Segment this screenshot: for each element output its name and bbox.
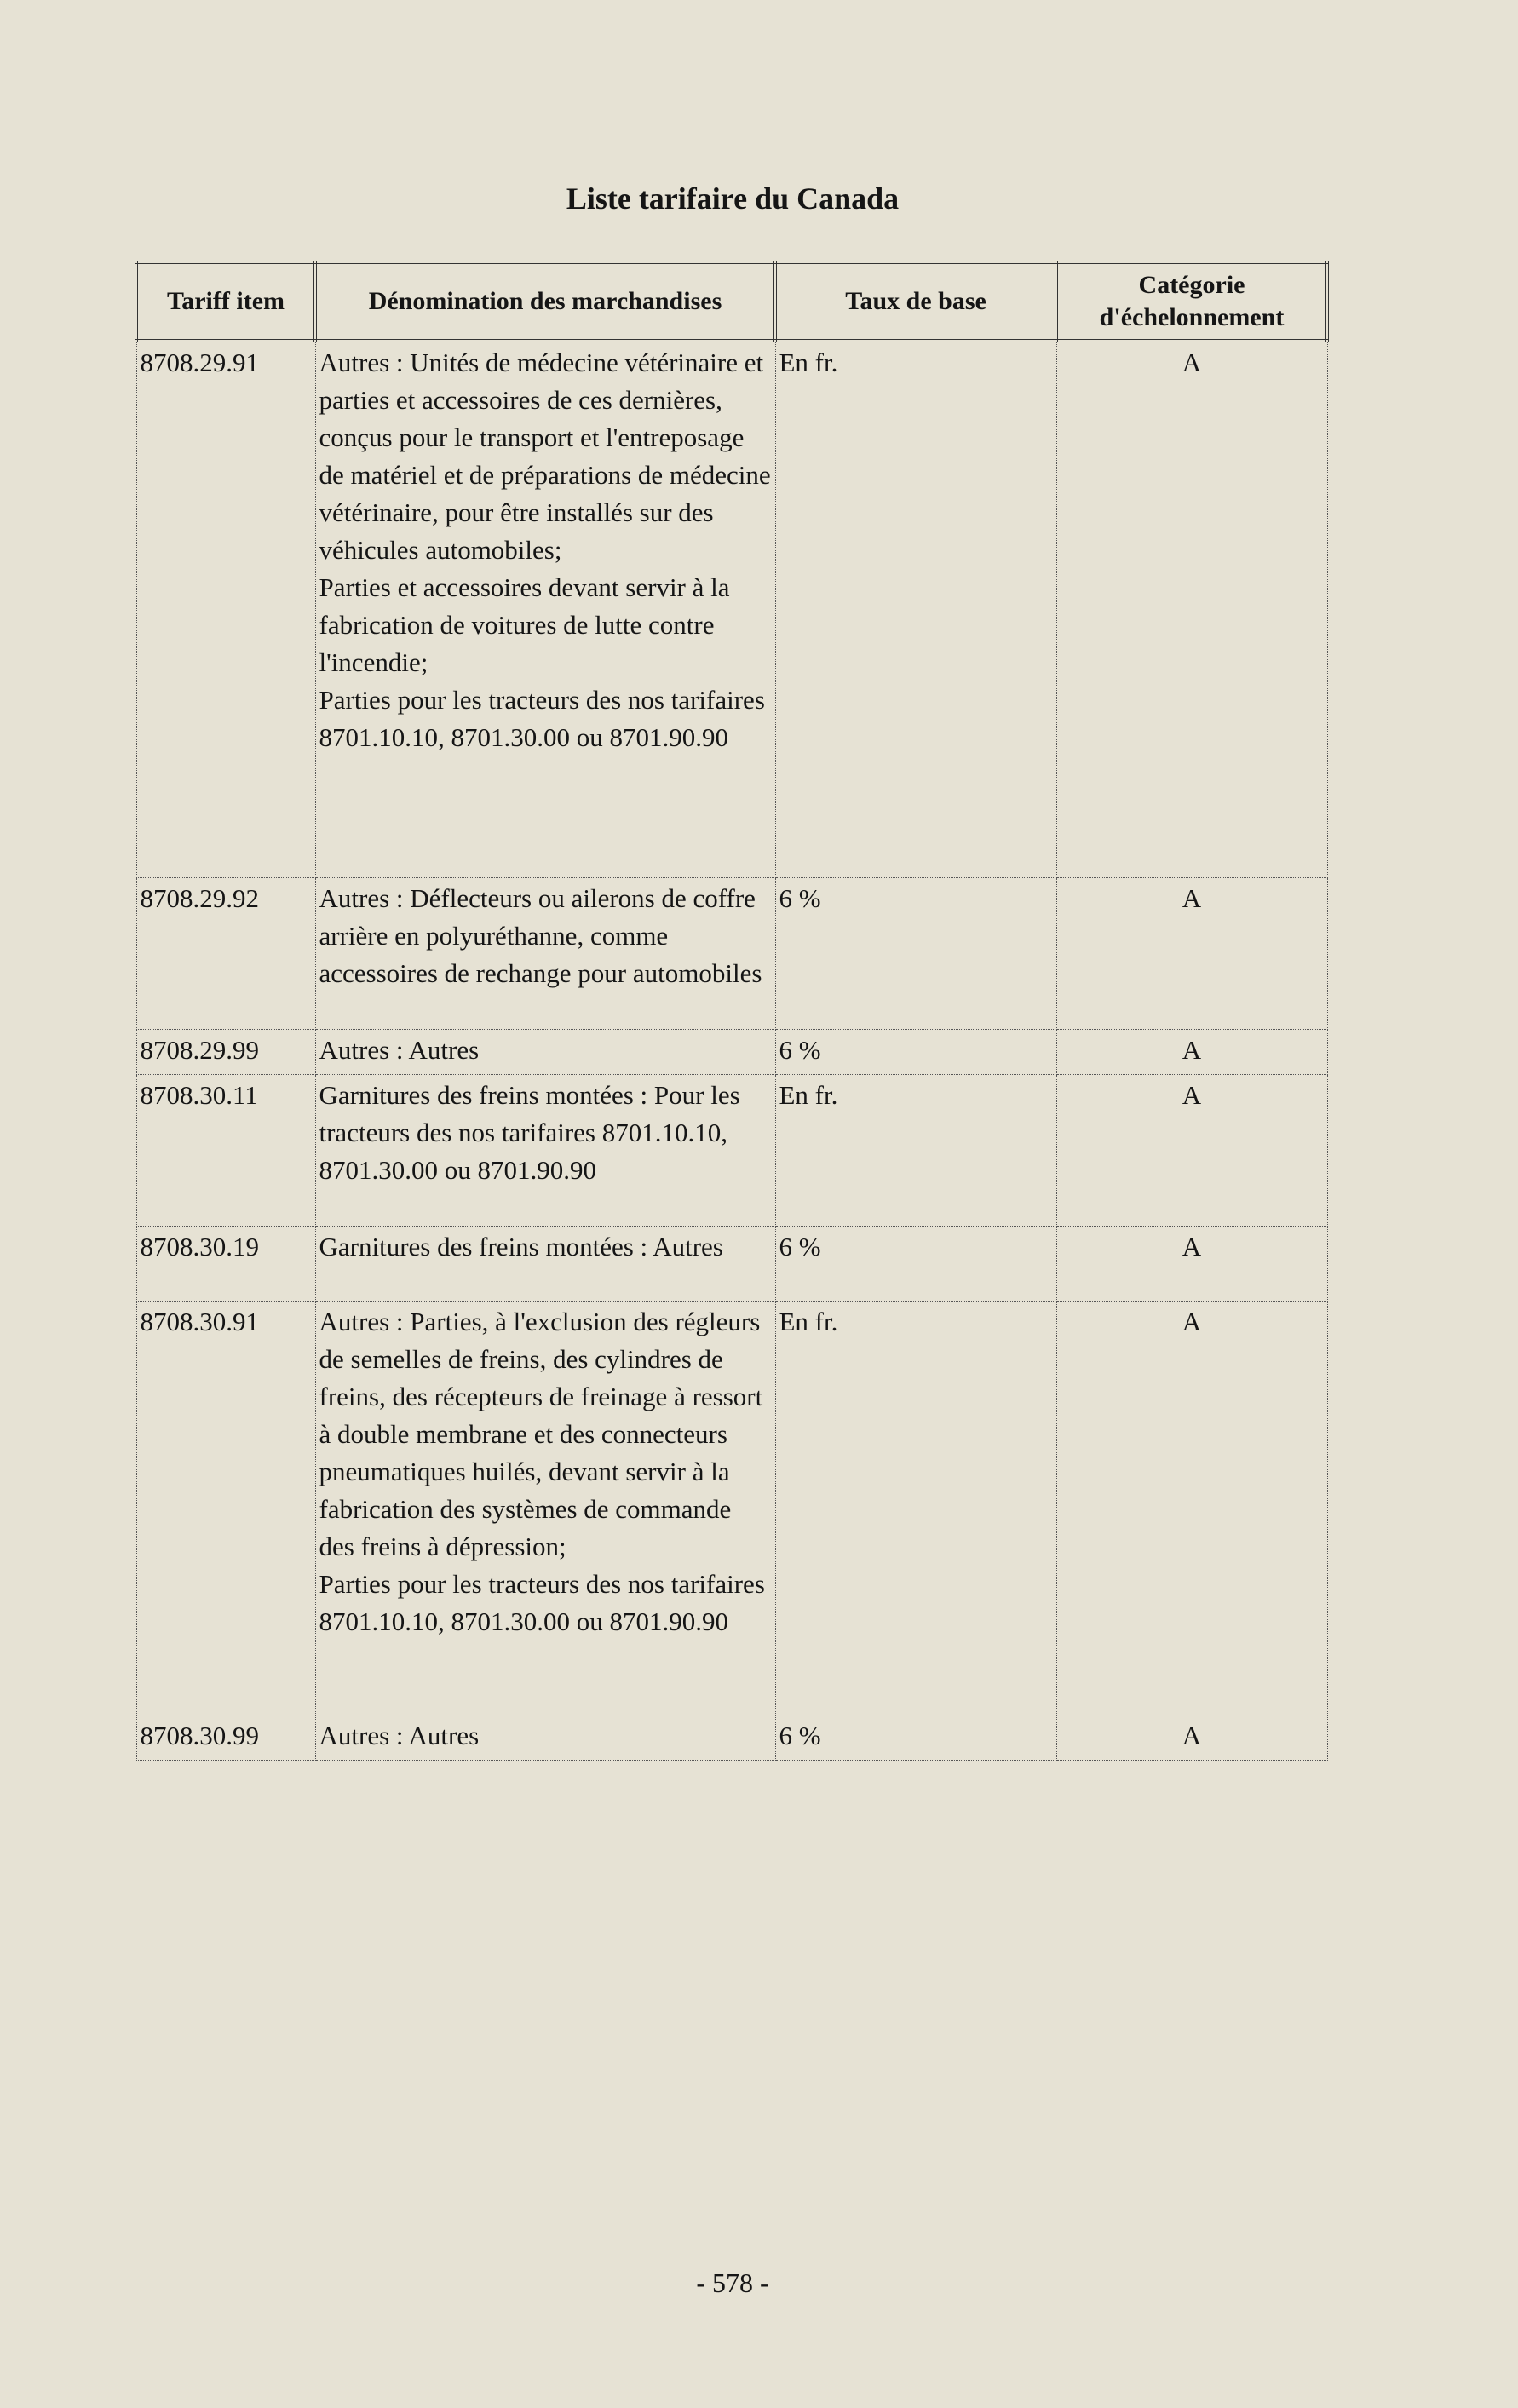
category-cell: A <box>1056 1301 1327 1715</box>
header-staging-category: Catégorie d'échelonnement <box>1056 262 1327 341</box>
table-row <box>136 341 1327 877</box>
page-title: Liste tarifaire du Canada <box>566 181 900 216</box>
description-cell: Autres : Autres <box>315 1715 775 1760</box>
tariff-table <box>135 261 1329 1761</box>
category-cell: A <box>1056 1715 1327 1760</box>
base-rate-cell: En fr. <box>775 341 1056 877</box>
tariff-item-cell: 8708.30.91 <box>136 1301 315 1715</box>
table-header-row <box>136 262 1327 341</box>
tariff-item-cell: 8708.29.99 <box>136 1029 315 1074</box>
category-cell: A <box>1056 1074 1327 1226</box>
tariff-item-cell: 8708.29.92 <box>136 877 315 1029</box>
tariff-item-cell: 8708.30.99 <box>136 1715 315 1760</box>
category-cell: A <box>1056 1226 1327 1301</box>
table-row <box>136 1226 1327 1301</box>
table-row <box>136 1715 1327 1760</box>
base-rate-cell: 6 % <box>775 1226 1056 1301</box>
base-rate-cell: En fr. <box>775 1074 1056 1226</box>
base-rate-cell: 6 % <box>775 1715 1056 1760</box>
table-row <box>136 877 1327 1029</box>
description-cell: Garnitures des freins montées : Autres <box>315 1226 775 1301</box>
category-cell: A <box>1056 877 1327 1029</box>
table-row <box>136 1074 1327 1226</box>
description-cell: Autres : Déflecteurs ou ailerons de coffre arrière en polyuréthanne, comme accessoires de rechange pour automobiles <box>315 877 775 1029</box>
table-row <box>136 1301 1327 1715</box>
table-row <box>136 1029 1327 1074</box>
tariff-item-cell: 8708.30.11 <box>136 1074 315 1226</box>
base-rate-cell: 6 % <box>775 877 1056 1029</box>
base-rate-cell: En fr. <box>775 1301 1056 1715</box>
header-tariff-item: Tariff item <box>136 262 315 341</box>
description-cell: Autres : Unités de médecine vétérinaire et parties et accessoires de ces dernières, conçus pour le transport et l'entreposage de matériel et de préparations de médecine vétérinaire, pour être installés sur des véhicules automobiles; Parties et accessoires devant servir à la fabrication de voitures de lutte contre l'incendie; Parties pour les tracteurs des nos tarifaires 8701.10.10, 8701.30.00 ou 8701.90.90 <box>315 341 775 877</box>
tariff-item-cell: 8708.29.91 <box>136 341 315 877</box>
tariff-item-cell: 8708.30.19 <box>136 1226 315 1301</box>
description-cell: Autres : Parties, à l'exclusion des régleurs de semelles de freins, des cylindres de freins, des récepteurs de freinage à ressort à double membrane et des connecteurs pneumatiques huilés, devant servir à la fabrication des systèmes de commande des freins à dépression; Parties pour les tracteurs des nos tarifaires 8701.10.10, 8701.30.00 ou 8701.90.90 <box>315 1301 775 1715</box>
base-rate-cell: 6 % <box>775 1029 1056 1074</box>
page-number: - 578 - <box>696 2267 769 2298</box>
description-cell: Autres : Autres <box>315 1029 775 1074</box>
category-cell: A <box>1056 1029 1327 1074</box>
description-cell: Garnitures des freins montées : Pour les tracteurs des nos tarifaires 8701.10.10, 8701.30.00 ou 8701.90.90 <box>315 1074 775 1226</box>
category-cell: A <box>1056 341 1327 877</box>
header-description: Dénomination des marchandises <box>315 262 775 341</box>
header-base-rate: Taux de base <box>775 262 1056 341</box>
